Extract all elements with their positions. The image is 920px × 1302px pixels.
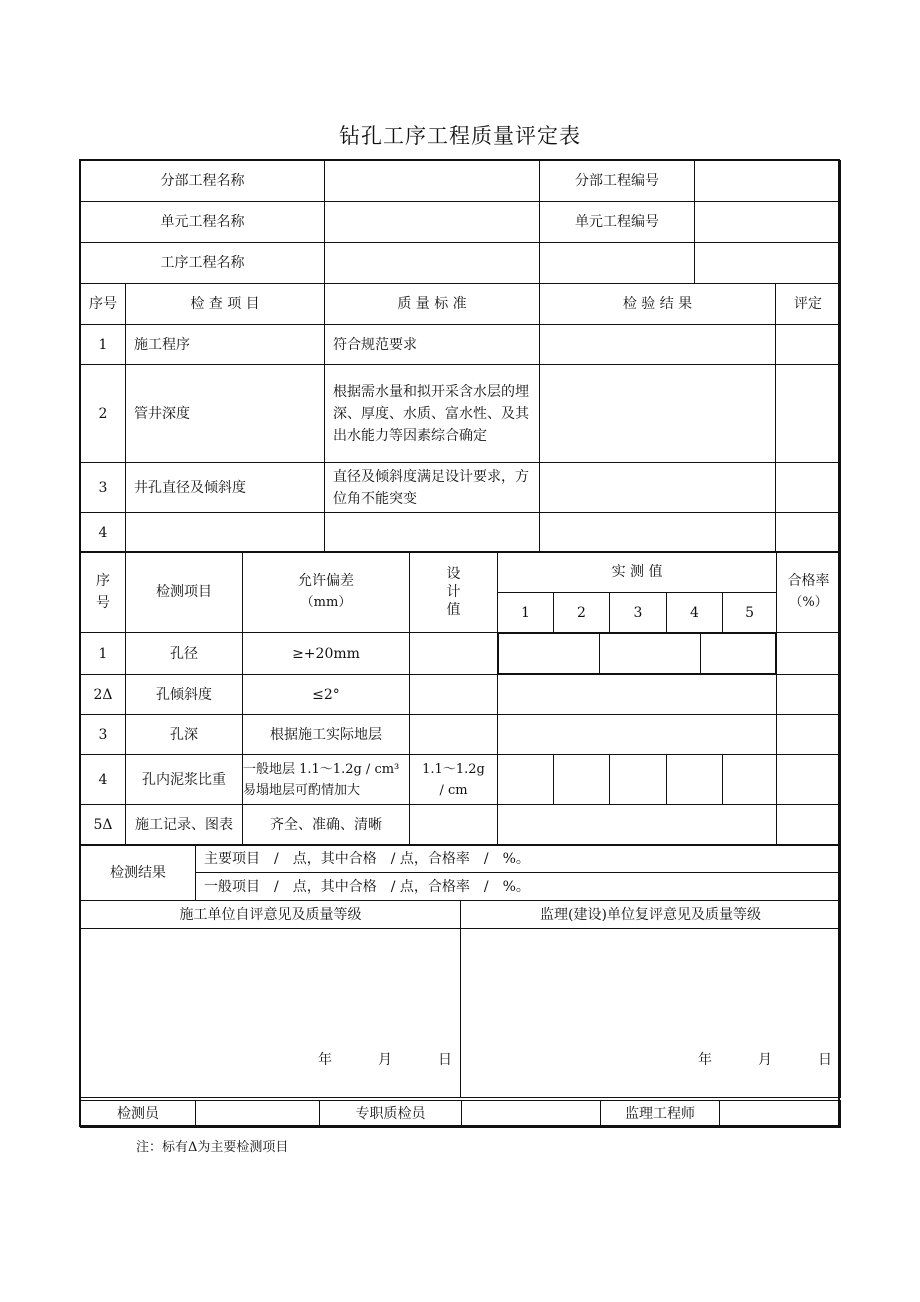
pass-rate-unit: （%） [789, 595, 828, 610]
inspector-field[interactable] [196, 1101, 320, 1128]
row-rating[interactable] [776, 463, 841, 513]
col-item-header: 检 查 项 目 [126, 284, 325, 325]
month-label: 月 [378, 1052, 392, 1068]
measured-cell[interactable] [498, 755, 554, 805]
sub-project-name-field[interactable] [325, 161, 540, 202]
measured-cell[interactable] [498, 675, 777, 715]
m-row-pass-rate[interactable] [777, 755, 841, 805]
m-col-tolerance-header [243, 552, 410, 633]
m-row-design[interactable] [410, 633, 498, 675]
row-no: 3 [81, 463, 126, 513]
m-row-tolerance [243, 755, 410, 805]
col-rating-header: 评定 [776, 284, 841, 325]
supervisor-eval-label: 监理(建设)单位复评意见及质量等级 [461, 901, 841, 929]
unit-project-name-field[interactable] [325, 202, 540, 243]
m-row-item: 孔内泥浆比重 [126, 755, 243, 805]
results-main-line: 主要项目 / 点，其中合格 / 点，合格率 / %。 [196, 845, 841, 873]
measure-index-4: 4 [667, 593, 723, 633]
row-result[interactable] [540, 463, 776, 513]
results-label: 检测结果 [81, 845, 196, 901]
table-row [81, 755, 841, 805]
measure-index-1: 1 [498, 593, 554, 633]
pass-rate-label: 合格率 [787, 573, 830, 589]
row-result[interactable] [540, 365, 776, 463]
measured-cell[interactable] [498, 805, 777, 846]
m-col-measured-header: 实 测 值 [498, 552, 777, 593]
contractor-eval-box[interactable] [81, 929, 461, 1098]
measured-cell[interactable] [610, 755, 667, 805]
sub-project-no-field[interactable] [695, 161, 841, 202]
row-item: 管井深度 [126, 365, 325, 463]
measured-cell[interactable] [554, 755, 610, 805]
m-row-tolerance: ≤2° [243, 675, 410, 715]
engineer-field[interactable] [720, 1101, 841, 1128]
m-row-no: 2Δ [81, 675, 126, 715]
m-row-design[interactable] [410, 675, 498, 715]
inspection-table [80, 160, 841, 553]
engineer-label: 监理工程师 [601, 1101, 720, 1128]
m-row-pass-rate[interactable] [777, 675, 841, 715]
m-row-no: 5Δ [81, 805, 126, 846]
m-row-pass-rate[interactable] [777, 805, 841, 846]
row-result[interactable] [540, 513, 776, 553]
tolerance-unit: （mm） [300, 595, 352, 610]
m-row-tolerance: ≥+20mm [243, 633, 410, 675]
table-row [81, 675, 841, 715]
footnote: 注：标有Δ为主要检测项目 [136, 1140, 289, 1155]
m-row-design[interactable] [410, 715, 498, 755]
col-no-header: 序号 [81, 284, 126, 325]
table-row [81, 325, 841, 365]
m-row-measured-group [498, 633, 777, 675]
inspector-label: 检测员 [81, 1101, 196, 1128]
row-no: 1 [81, 325, 126, 365]
row-rating[interactable] [776, 365, 841, 463]
m-row-item: 施工记录、图表 [126, 805, 243, 846]
month-label: 月 [758, 1052, 772, 1068]
year-label: 年 [318, 1052, 332, 1068]
results-table [80, 844, 841, 1098]
process-name-field-3[interactable] [695, 243, 841, 284]
m-col-design-header: 设 计 值 [410, 552, 498, 633]
row-item[interactable] [126, 513, 325, 553]
m-row-no: 1 [81, 633, 126, 675]
sub-project-name-label: 分部工程名称 [81, 161, 325, 202]
contractor-eval-label: 施工单位自评意见及质量等级 [81, 901, 461, 929]
table-row [81, 633, 841, 675]
m-row-no: 3 [81, 715, 126, 755]
design-line-2: / cm [439, 782, 468, 798]
measured-cell[interactable] [723, 755, 777, 805]
process-name-field[interactable] [325, 243, 540, 284]
measurement-table [80, 551, 841, 846]
process-name-field-2[interactable] [540, 243, 695, 284]
day-label: 日 [818, 1052, 832, 1068]
measured-cell[interactable] [701, 634, 776, 674]
measured-cell[interactable] [600, 634, 701, 674]
m-row-design [410, 755, 498, 805]
supervisor-eval-box[interactable] [461, 929, 841, 1098]
unit-project-no-field[interactable] [695, 202, 841, 243]
col-standard-header: 质 量 标 准 [325, 284, 540, 325]
table-row [81, 463, 841, 513]
row-item: 施工程序 [126, 325, 325, 365]
year-label: 年 [698, 1052, 712, 1068]
measure-index-3: 3 [610, 593, 667, 633]
tolerance-line-1: 一般地层 1.1～1.2g / cm³ [243, 761, 400, 777]
row-item: 井孔直径及倾斜度 [126, 463, 325, 513]
table-row [81, 805, 841, 846]
measure-index-5: 5 [723, 593, 777, 633]
day-label: 日 [438, 1052, 452, 1068]
m-col-no-header: 序 号 [81, 552, 126, 633]
row-result[interactable] [540, 325, 776, 365]
unit-project-no-label: 单元工程编号 [540, 202, 695, 243]
measure-index-2: 2 [554, 593, 610, 633]
row-standard: 符合规范要求 [325, 325, 540, 365]
table-row [81, 513, 841, 553]
measured-cell[interactable] [667, 755, 723, 805]
row-rating[interactable] [776, 513, 841, 553]
row-standard: 直径及倾斜度满足设计要求，方位角不能突变 [325, 463, 540, 513]
m-col-pass-rate-header [777, 552, 841, 633]
m-row-pass-rate[interactable] [777, 633, 841, 675]
m-col-item-header: 检测项目 [126, 552, 243, 633]
signature-table [80, 1100, 841, 1128]
measured-cell[interactable] [499, 634, 600, 674]
row-rating[interactable] [776, 325, 841, 365]
unit-project-name-label: 单元工程名称 [81, 202, 325, 243]
tolerance-line-2: 易塌地层可酌情加大 [243, 782, 361, 798]
table-row [81, 715, 841, 755]
sub-project-no-label: 分部工程编号 [540, 161, 695, 202]
m-row-design[interactable] [410, 805, 498, 846]
qc-label: 专职质检员 [320, 1101, 462, 1128]
m-row-pass-rate[interactable] [777, 715, 841, 755]
qc-field[interactable] [462, 1101, 601, 1128]
m-row-no: 4 [81, 755, 126, 805]
contractor-date [272, 1049, 452, 1071]
table-row [81, 365, 841, 463]
process-name-label: 工序工程名称 [81, 243, 325, 284]
supervisor-date [652, 1049, 832, 1071]
row-no: 2 [81, 365, 126, 463]
row-standard[interactable] [325, 513, 540, 553]
results-general-line: 一般项目 / 点，其中合格 / 点，合格率 / %。 [196, 873, 841, 901]
design-line-1: 1.1～1.2g [422, 761, 485, 777]
tolerance-label: 允许偏差 [298, 573, 354, 589]
m-row-item: 孔倾斜度 [126, 675, 243, 715]
page-title: 钻孔工序工程质量评定表 [339, 124, 581, 148]
m-row-item: 孔深 [126, 715, 243, 755]
row-standard: 根据需水量和拟开采含水层的埋深、厚度、水质、富水性、及其出水能力等因素综合确定 [325, 365, 540, 463]
row-no: 4 [81, 513, 126, 553]
m-row-item: 孔径 [126, 633, 243, 675]
m-row-tolerance: 齐全、准确、清晰 [243, 805, 410, 846]
col-result-header: 检 验 结 果 [540, 284, 776, 325]
m-row-tolerance: 根据施工实际地层 [243, 715, 410, 755]
measured-cell[interactable] [498, 715, 777, 755]
